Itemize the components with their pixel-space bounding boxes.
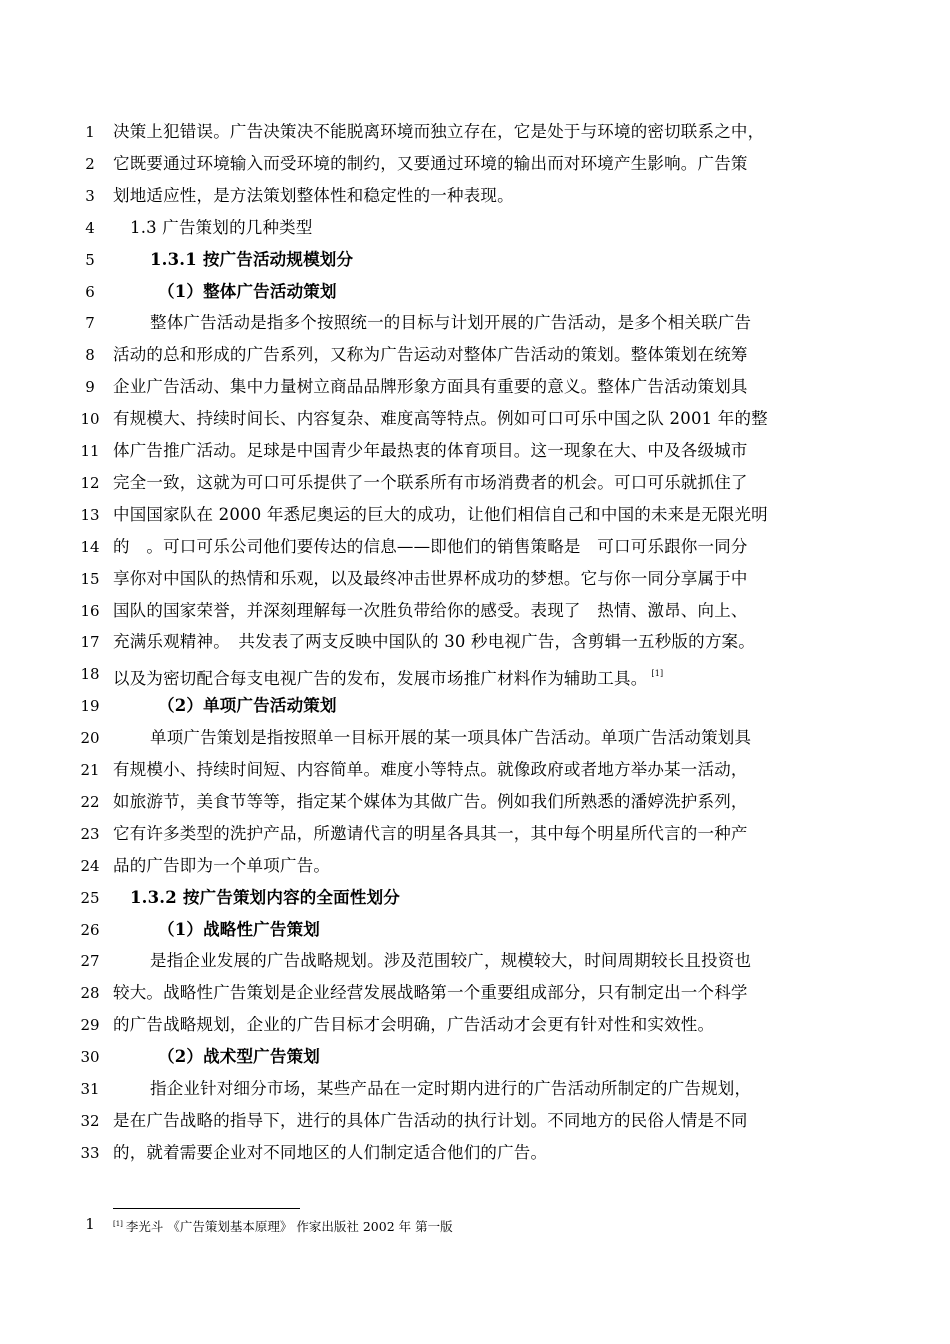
line-number: 6: [85, 282, 95, 301]
text-line: [0, 1105, 950, 1137]
line-number: 4: [85, 218, 95, 237]
line-text: 它有许多类型的洗护产品，所邀请代言的明星各具其一，其中每个明星所代言的一种产: [113, 823, 748, 843]
text-line: [0, 914, 950, 946]
text-line: [0, 945, 950, 977]
line-text: 1.3.1 按广告活动规模划分: [150, 249, 354, 269]
text-line: [0, 339, 950, 371]
paragraph-text: [113, 339, 748, 371]
text-line: [0, 1073, 950, 1105]
line-number: 18: [80, 665, 100, 684]
text-line: [0, 499, 950, 531]
text-line: [0, 1009, 950, 1041]
line-number: 10: [80, 410, 100, 429]
line-text: 的 。可口可乐公司他们要传达的信息——即他们的销售策略是 可口可乐跟你一同分: [113, 536, 748, 556]
line-number: 31: [80, 1080, 100, 1098]
text-line: [0, 595, 950, 627]
line-number: 17: [80, 633, 100, 652]
line-text: 指企业针对细分市场，某些产品在一定时期内进行的广告活动所制定的广告规划，: [150, 1079, 752, 1098]
item-heading: [158, 690, 337, 722]
line-text: （1）整体广告活动策划: [158, 281, 337, 301]
text-line: [0, 403, 950, 435]
line-number: 1: [85, 123, 95, 141]
text-line: [0, 977, 950, 1009]
paragraph-text: [150, 307, 751, 339]
line-number: 16: [80, 601, 100, 620]
line-number: 24: [80, 856, 100, 875]
paragraph-text: [113, 467, 748, 499]
line-number: 25: [80, 888, 100, 907]
line-number: 3: [85, 186, 95, 205]
text-line: [0, 754, 950, 786]
text-line: [0, 563, 950, 595]
line-text: 是指企业发展的广告战略规划。涉及范围较广，规模较大，时间周期较长且投资也: [150, 951, 752, 971]
line-text: 品的广告即为一个单项广告。: [113, 855, 331, 875]
text-line: [0, 180, 950, 212]
text-line: [0, 435, 950, 467]
text-line: [0, 882, 950, 914]
line-number: 13: [80, 505, 100, 524]
text-line: [0, 786, 950, 818]
line-number: 21: [80, 761, 100, 779]
line-number: 7: [85, 314, 95, 333]
line-text: 享你对中国队的热情和乐观，以及最终冲击世界杯成功的梦想。它与你一同分享属于中: [113, 568, 748, 588]
line-number: 23: [80, 824, 100, 843]
text-line: [0, 722, 950, 754]
paragraph-text: [113, 499, 768, 531]
paragraph-text: [113, 1137, 547, 1169]
paragraph-text: [113, 977, 748, 1009]
line-text: 中国国家队在 2000 年悉尼奥运的巨大的成功，让他们相信自己和中国的未来是无限光明: [113, 504, 768, 524]
text-line: [0, 212, 950, 244]
line-number: 30: [80, 1048, 100, 1067]
line-number: 29: [80, 1016, 100, 1035]
line-text: 决策上犯错误。广告决策决不能脱离环境而独立存在，它是处于与环境的密切联系之中，: [113, 122, 765, 141]
paragraph-text: [113, 754, 748, 786]
text-line: [0, 690, 950, 722]
item-heading: [158, 276, 337, 308]
line-text: 有规模大、持续时间长、内容复杂、难度高等特点。例如可口可乐中国之队 2001 年的整: [113, 409, 768, 429]
line-number: 20: [80, 729, 100, 748]
section-heading: [130, 212, 313, 244]
text-line: [0, 467, 950, 499]
paragraph-text: [113, 595, 748, 627]
footnote: [0, 1213, 950, 1235]
footnote-reference[interactable]: [1]: [651, 669, 664, 679]
footnote-marker: [1]: [113, 1220, 123, 1228]
line-text: 是在广告战略的指导下，进行的具体广告活动的执行计划。不同地方的民俗人情是不同: [113, 1110, 748, 1130]
line-number: 15: [80, 569, 100, 588]
text-line: [0, 116, 950, 148]
footnote-citation: 李光斗 《广告策划基本原理》 作家出版社 2002 年 第一版: [125, 1219, 453, 1234]
line-text: 活动的总和形成的广告系列，又称为广告运动对整体广告活动的策划。整体策划在统筹: [113, 345, 748, 365]
subsection-heading: [130, 882, 400, 914]
paragraph-text: [113, 1009, 714, 1041]
line-number: 9: [85, 378, 95, 397]
text-line: [0, 531, 950, 563]
line-text: 如旅游节，美食节等等，指定某个媒体为其做广告。例如我们所熟悉的潘婷洗护系列，: [113, 791, 748, 811]
subsection-heading: [150, 244, 353, 276]
line-text: 整体广告活动是指多个按照统一的目标与计划开展的广告活动，是多个相关联广告: [150, 313, 752, 333]
line-text: （1）战略性广告策划: [158, 919, 320, 939]
line-text: 1.3.2 按广告策划内容的全面性划分: [130, 887, 400, 907]
line-text: （2）单项广告活动策划: [158, 696, 337, 716]
line-text: （2）战术型广告策划: [158, 1047, 320, 1067]
line-number: 12: [80, 473, 100, 492]
paragraph-text: [113, 180, 514, 212]
line-number: 14: [80, 537, 100, 556]
line-text: 充满乐观精神。 共发表了两支反映中国队的 30 秒电视广告，含剪辑一五秒版的方案。: [113, 632, 755, 652]
footnote-divider: [113, 1208, 300, 1209]
text-line: [0, 307, 950, 339]
paragraph-text: [113, 148, 748, 180]
line-number: 22: [80, 792, 100, 811]
line-number: 27: [80, 952, 100, 971]
paragraph-text: [113, 531, 748, 563]
line-text: 它既要通过环境输入而受环境的制约，又要通过环境的输出而对环境产生影响。广告策: [113, 153, 748, 173]
item-heading: [158, 914, 320, 946]
text-line: [0, 371, 950, 403]
line-number: 33: [80, 1143, 100, 1162]
line-text: 1.3 广告策划的几种类型: [130, 217, 313, 237]
text-line: [0, 658, 950, 690]
text-line: [0, 244, 950, 276]
text-line: [0, 1041, 950, 1073]
paragraph-text: [150, 945, 751, 977]
line-number: 28: [80, 984, 100, 1003]
paragraph-text: [113, 116, 764, 148]
paragraph-text: [113, 1105, 748, 1137]
paragraph-text: [113, 850, 330, 882]
line-number: 8: [85, 346, 95, 365]
line-number: 11: [80, 442, 100, 460]
footnote-line-number: 1: [85, 1215, 95, 1233]
paragraph-text: [150, 722, 751, 754]
item-heading: [158, 1041, 320, 1073]
text-line: [0, 148, 950, 180]
paragraph-text: [113, 563, 748, 595]
line-text: 划地适应性，是方法策划整体性和稳定性的一种表现。: [113, 185, 514, 205]
line-text: 较大。战略性广告策划是企业经营发展战略第一个重要组成部分，只有制定出一个科学: [113, 983, 748, 1003]
line-text: 国队的国家荣誉，并深刻理解每一次胜负带给你的感受。表现了 热情、激昂、向上、: [113, 600, 748, 620]
line-number: 2: [85, 154, 95, 173]
paragraph-text: [113, 435, 748, 467]
text-line: [0, 850, 950, 882]
paragraph-text: [113, 818, 748, 850]
line-text: 以及为密切配合每支电视广告的发布，发展市场推广材料作为辅助工具。: [113, 669, 648, 689]
paragraph-text: [113, 626, 755, 658]
line-text: 单项广告策划是指按照单一目标开展的某一项具体广告活动。单项广告活动策划具: [150, 728, 752, 748]
line-text: 企业广告活动、集中力量树立商品品牌形象方面具有重要的意义。整体广告活动策划具: [113, 377, 748, 397]
paragraph-text: [150, 1073, 751, 1105]
text-line: [0, 276, 950, 308]
line-number: 5: [85, 250, 95, 269]
line-text: 完全一致，这就为可口可乐提供了一个联系所有市场消费者的机会。可口可乐就抓住了: [113, 472, 748, 492]
paragraph-text: [113, 403, 768, 435]
footnote-text: [113, 1213, 453, 1238]
line-text: 有规模小、持续时间短、内容简单。难度小等特点。就像政府或者地方举办某一活动，: [113, 760, 748, 779]
paragraph-text: [113, 371, 748, 403]
line-number: 19: [80, 697, 100, 716]
text-line: [0, 818, 950, 850]
paragraph-text: [113, 786, 748, 818]
line-text: 体广告推广活动。足球是中国青少年最热衷的体育项目。这一现象在大、中及各级城市: [113, 441, 748, 460]
text-line: [0, 626, 950, 658]
line-text: 的广告战略规划，企业的广告目标才会明确，广告活动才会更有针对性和实效性。: [113, 1015, 715, 1035]
line-number: 26: [80, 920, 100, 939]
line-text: 的，就着需要企业对不同地区的人们制定适合他们的广告。: [113, 1142, 548, 1162]
text-line: [0, 1137, 950, 1169]
line-number: 32: [80, 1111, 100, 1130]
